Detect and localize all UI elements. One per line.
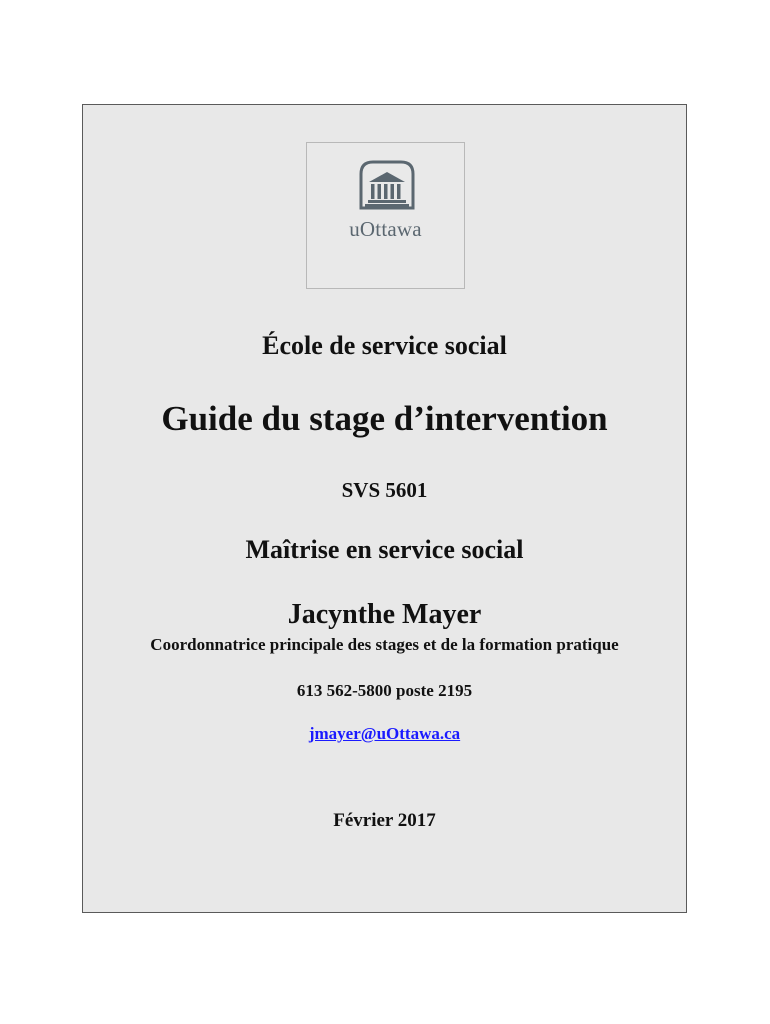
document-title: Guide du stage d’intervention xyxy=(161,399,608,438)
contact-role: Coordonnatrice principale des stages et de la formation pratique xyxy=(150,635,619,654)
logo-wordmark: uOttawa xyxy=(349,217,422,241)
uottawa-logo xyxy=(306,142,465,289)
course-code: SVS 5601 xyxy=(341,478,428,502)
email-link[interactable]: jmayer@uOttawa.ca xyxy=(308,724,461,743)
program-name: Maîtrise en service social xyxy=(245,535,524,564)
contact-phone: 613 562-5800 poste 2195 xyxy=(296,681,473,700)
school-name: École de service social xyxy=(262,331,507,360)
publication-date: Février 2017 xyxy=(333,810,436,831)
contact-name: Jacynthe Mayer xyxy=(287,599,482,630)
cover-page xyxy=(82,104,687,913)
contact-email xyxy=(83,724,686,744)
university-building-icon xyxy=(359,160,415,210)
